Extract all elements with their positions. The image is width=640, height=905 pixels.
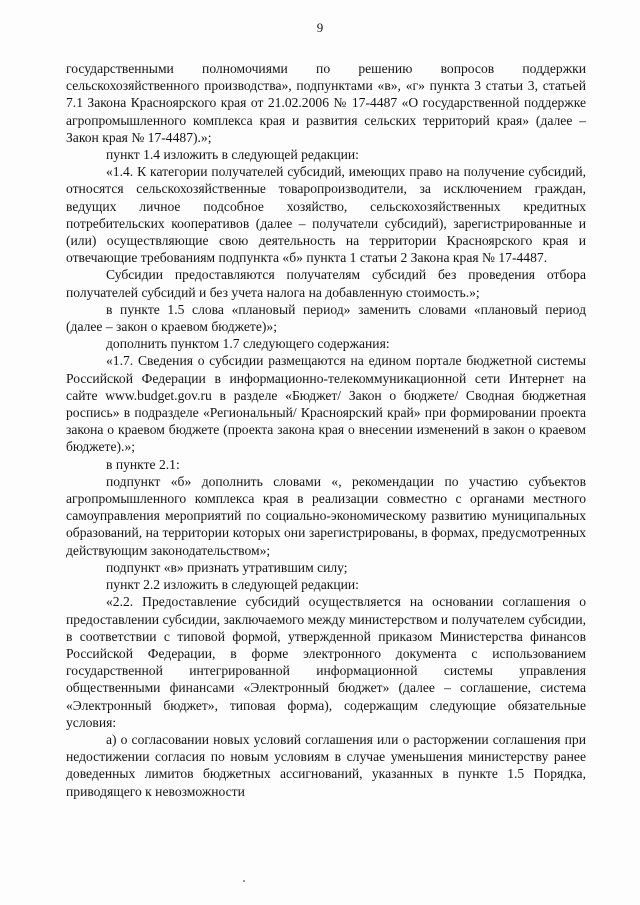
- paragraph-5: в пункте 1.5 слова «плановый период» заменить словами «плановый период (далее – закон о краевом бюджете)»;: [66, 301, 586, 335]
- paragraph-2: пункт 1.4 изложить в следующей редакции:: [106, 147, 359, 163]
- paragraph-3: «1.4. К категории получателей субсидий, имеющих право на получение субсидий, относятся сельскохозяйственные товаропроизводители, за исключением граждан, ведущих личное подсобное хозяйство, сельскохозяйственных кредитных потребительских кооперативов (далее – получатели субсидий), зарегистрированные и (или) осуществляющие свою деятельность на территории Красноярского края и отвечающие требованиям подпункта «б» пункта 1 статьи 2 Закона края № 17-4487.: [66, 164, 586, 266]
- paragraph-4: Субсидии предоставляются получателям субсидий без проведения отбора получателей субсидий и без учета налога на добавленную стоимость.»;: [66, 267, 586, 300]
- paragraph-8: в пункте 2.1:: [106, 456, 180, 472]
- paragraph-7: «1.7. Сведения о субсидии размещаются на едином портале бюджетной системы Российской Федерации в информационно-телекоммуникационной сети Интернет на сайте www.budget.gov.ru в разделе «Бюджет/ Закон о бюджете/ Сводная бюджетная роспись» в подразделе «Региональный/ Красноярский край» при формировании проекта закона о краевом бюджете (проекта закона края о внесении изменений в закон о краевом бюджете).»;: [66, 353, 586, 455]
- document-body: [66, 60, 586, 800]
- scan-speck: [243, 880, 245, 882]
- paragraph-12: «2.2. Предоставление субсидий осуществляется на основании соглашения о предоставлении субсидии, заключаемого между министерством и получателем субсидии, в соответствии с типовой формой, утвержденной приказом Министерства финансов Российской Федерации, в форме электронного документа с использованием государственной интегрированной информационной системы управления общественными финансами «Электронный бюджет» (далее – соглашение, система «Электронный бюджет», типовая форма), содержащим следующие обязательные условия:: [66, 594, 586, 730]
- paragraph-9: подпункт «б» дополнить словами «, рекомендации по участию субъектов агропромышленного комплекса края в реализации совместно с органами местного самоуправления мероприятий по социально-экономическому развитию муниципальных образований, на территории которых они зарегистрированы, в формах, предусмотренных действующим законодательством»;: [66, 473, 586, 558]
- paragraph-1: государственными полномочиями по решению вопросов поддержки сельскохозяйственного производства», подпунктами «в», «г» пункта 3 статьи 3, статьей 7.1 Закона Красноярского края от 21.02.2006 № 17-4487 «О государственной поддержке агропромышленного комплекса края и развития сельских территорий края» (далее – Закон края № 17-4487).»;: [66, 61, 586, 145]
- paragraph-10: подпункт «в» признать утратившим силу;: [106, 559, 348, 575]
- paragraph-13: а) о согласовании новых условий соглашения или о расторжении соглашения при недостижении согласия по новым условиям в случае уменьшения министерству ранее доведенных лимитов бюджетных ассигнований, указанных в пункте 1.5 Порядка, приводящего к невозможности: [66, 731, 586, 799]
- page-number: 9: [316, 20, 324, 35]
- paragraph-11: пункт 2.2 изложить в следующей редакции:: [106, 577, 359, 593]
- paragraph-6: дополнить пунктом 1.7 следующего содержания:: [106, 336, 390, 352]
